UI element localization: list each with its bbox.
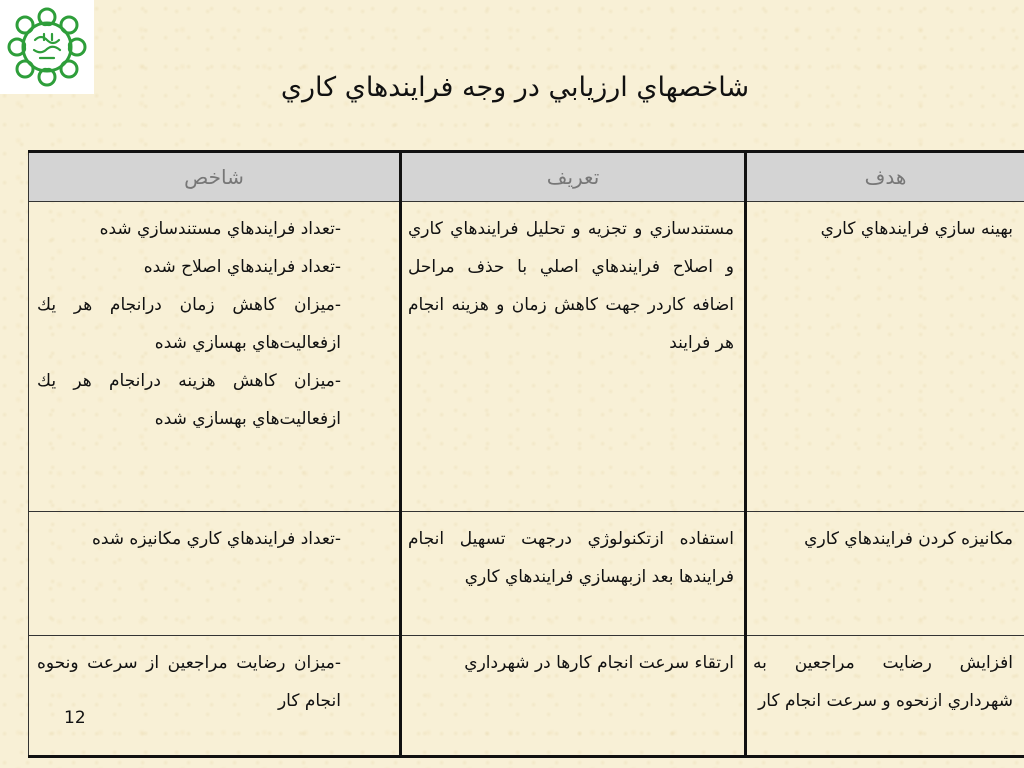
header-indicator: شاخص xyxy=(29,152,401,202)
row1-indicator: -تعداد فرايندهاي مستندسازي شده -تعداد فرايندهاي اصلاح شده -ميزان كاهش زمان درانجام هر يك ازفعاليت‌هاي بهسازي شده -ميزان كاهش هزينه درانجام هر يك ازفعاليت‌هاي بهسازي شده xyxy=(37,219,341,429)
table-row xyxy=(29,636,1024,757)
table-row xyxy=(29,512,1024,636)
municipality-logo xyxy=(0,0,94,94)
page-number: 12 xyxy=(64,708,86,728)
row2-goal-cell xyxy=(746,512,1024,636)
row1-goal-cell xyxy=(746,202,1024,512)
row1-definition-cell xyxy=(401,202,746,512)
header-definition: تعريف xyxy=(401,152,746,202)
row3-definition-cell xyxy=(401,636,746,757)
row1-indicator-cell xyxy=(29,202,401,512)
table-header-row xyxy=(29,152,1024,202)
tehran-municipality-logo-icon xyxy=(0,0,94,94)
row3-indicator-cell xyxy=(29,636,401,757)
row1-definition: مستندسازي و تجزيه و تحليل فرايندهاي كاري و اصلاح فرايندهاي اصلي با حذف مراحل اضافه كاردر جهت كاهش زمان و هزينه انجام هر فرايند xyxy=(408,219,734,353)
row3-definition: ارتقاء سرعت انجام كارها در شهرداري xyxy=(464,653,734,673)
row3-goal: افزايش رضايت مراجعين به شهرداري ازنحوه و سرعت انجام كار xyxy=(753,653,1013,711)
row2-indicator: -تعداد فرايندهاي كاري مكانيزه شده xyxy=(91,529,341,549)
row2-definition-cell xyxy=(401,512,746,636)
table-row xyxy=(29,202,1024,512)
page-title: شاخصهاي ارزيابي در وجه فرايندهاي كاري xyxy=(280,72,750,103)
row2-indicator-cell xyxy=(29,512,401,636)
header-goal: هدف xyxy=(746,152,1024,202)
row1-goal: بهينه سازي فرايندهاي كاري xyxy=(820,219,1013,239)
row2-definition: استفاده ازتكنولوژي درجهت تسهيل انجام فرايندها بعد ازبهسازي فرايندهاي كاري xyxy=(408,529,734,587)
row2-goal: مكانيزه كردن فرايندهاي كاري xyxy=(804,529,1013,549)
row3-indicator: -ميزان رضايت مراجعين از سرعت ونحوه انجام كار xyxy=(37,653,341,711)
row3-goal-cell xyxy=(746,636,1024,757)
evaluation-indicators-table xyxy=(28,150,1024,758)
